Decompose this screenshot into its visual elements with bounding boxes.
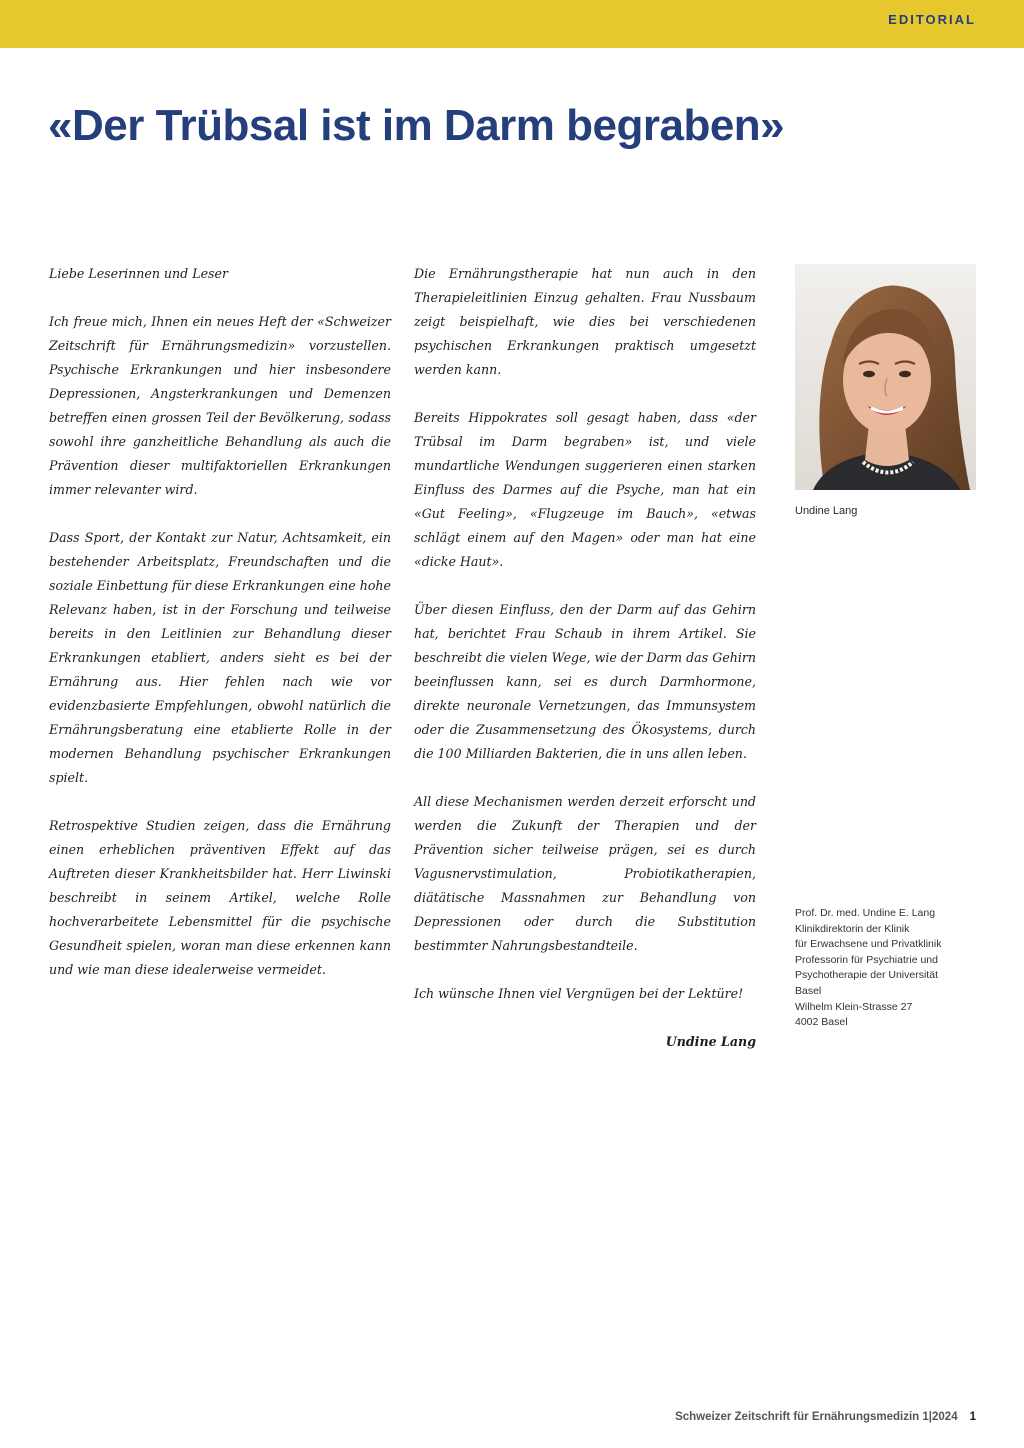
page-footer (675, 1411, 976, 1423)
section-label: EDITORIAL (888, 12, 976, 27)
author-portrait (795, 264, 976, 490)
journal-name: Schweizer Zeitschrift für Ernährungsmedizin 1|2024 (675, 1411, 958, 1423)
closing-line: Ich wünsche Ihnen viel Vergnügen bei der Lektüre! (414, 986, 744, 1001)
signature: Undine Lang (665, 1034, 756, 1049)
header-bar (0, 0, 1024, 48)
address-line: Basel (795, 984, 822, 997)
address-line: Professorin für Psychiatrie und (795, 953, 938, 966)
address-line: für Erwachsene und Privatklinik (795, 938, 942, 951)
article-column-middle (414, 262, 756, 1078)
paragraph: All diese Mechanismen werden derzeit erforscht und werden die Zukunft der Therapien und der Prävention sicher teilweise prägen, sei es durch Vagusnervstimulation, Probiotikatherapien, diätätische Massnahmen zur Behandlung von Depressionen oder durch die Substitution bestimmter Nahrungsbestandteile. (414, 794, 756, 953)
paragraph: Retrospektive Studien zeigen, dass die Ernährung einen erheblichen präventiven Effekt auf das Auftreten dieser Krankheitsbilder hat. Herr Liwinski beschreibt in seinem Artikel, welche Rolle hochverarbeitete Lebensmittel für die psychische Gesundheit spielen, woran man diese erkennen kann und wie man diese idealerweise vermeidet. (49, 818, 391, 977)
page-number: 1 (969, 1411, 976, 1423)
address-line: Wilhelm Klein-Strasse 27 (795, 1000, 913, 1013)
article-column-left (49, 262, 391, 1006)
salutation: Liebe Leserinnen und Leser (49, 266, 228, 281)
author-portrait-image (795, 264, 976, 490)
address-line: 4002 Basel (795, 1016, 848, 1029)
paragraph: Bereits Hippokrates soll gesagt haben, dass «der Trübsal im Darm begraben» ist, und viele mundartliche Wendungen suggerieren einen starken Einfluss des Darmes auf die Psyche, man hat ein «Gut Feeling», «Flugzeuge im Bauch», «etwas schlägt einem auf den Magen» oder man hat eine «dicke Haut». (414, 410, 756, 569)
address-line: Prof. Dr. med. Undine E. Lang (795, 907, 936, 919)
article-title: «Der Trübsal ist im Darm begraben» (48, 101, 785, 150)
paragraph: Über diesen Einfluss, den der Darm auf das Gehirn hat, berichtet Frau Schaub in ihrem Artikel. Sie beschreibt die vielen Wege, wie der Darm das Gehirn beeinflussen kann, sei es durch Darmhormone, direkte neuronale Vernetzungen, das Immunsystem oder die Zusammensetzung des Ökosystems, durch die 100 Milliarden Bakterien, die in uns allen leben. (414, 602, 756, 761)
paragraph: Die Ernährungstherapie hat nun auch in den Therapieleitlinien Einzug gehalten. Frau Nussbaum zeigt beispielhaft, wie dies bei verschiedenen psychischen Erkrankungen praktisch umgesetzt werden kann. (414, 266, 756, 377)
address-line: Klinikdirektorin der Klinik (795, 922, 910, 935)
paragraph: Dass Sport, der Kontakt zur Natur, Achtsamkeit, ein bestehender Arbeitsplatz, Freundschaften und die soziale Einbettung für diese Erkrankungen eine hohe Relevanz haben, ist in der Forschung und teilweise bereits in den Leitlinien zur Behandlung dieser Erkrankungen etabliert, anders sieht es bei der Ernährung aus. Hier fehlen nach wie vor evidenzbasierte Empfehlungen, obwohl natürlich die Ernährungsberatung eine etablierte Rolle in der modernen Behandlung psychischer Erkrankungen spielt. (49, 530, 391, 785)
paragraph: Ich freue mich, Ihnen ein neues Heft der «Schweizer Zeitschrift für Ernährungsmedizin» vorzustellen. Psychische Erkrankungen und hier insbesondere Depressionen, Angsterkrankungen und Demenzen betreffen einen grossen Teil der Bevölkerung, sodass sowohl ihre ganzheitliche Behandlung als auch die Prävention dieser multifaktoriellen Erkrankungen immer relevanter wird. (49, 314, 391, 497)
author-address (795, 906, 995, 1031)
photo-caption: Undine Lang (795, 505, 858, 517)
address-line: Psychotherapie der Universität (795, 969, 938, 982)
